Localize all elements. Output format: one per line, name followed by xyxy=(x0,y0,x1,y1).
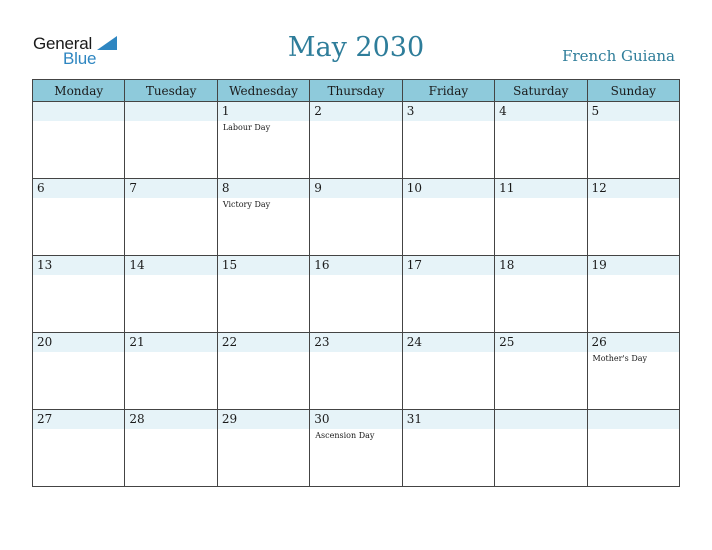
holiday-label: Mother's Day xyxy=(592,354,648,363)
day-number-strip xyxy=(125,179,216,198)
day-number: 22 xyxy=(221,335,238,349)
day-cell xyxy=(495,256,587,333)
day-number: 25 xyxy=(499,335,515,349)
day-number-strip xyxy=(310,256,401,275)
day-number-strip xyxy=(310,102,401,121)
day-number-strip xyxy=(33,256,124,275)
day-number-strip xyxy=(218,410,309,429)
day-cell xyxy=(402,179,494,256)
day-number-strip xyxy=(495,333,586,352)
day-cell xyxy=(587,256,679,333)
day-number-strip xyxy=(33,102,124,121)
day-number-strip xyxy=(495,410,586,429)
day-cell xyxy=(402,102,494,179)
day-number-strip xyxy=(495,256,586,275)
day-number: 11 xyxy=(499,181,515,195)
day-number xyxy=(588,410,679,412)
day-cell xyxy=(310,333,402,410)
day-number: 14 xyxy=(129,258,145,272)
day-number: 31 xyxy=(406,412,422,426)
day-cell xyxy=(587,102,679,179)
day-number: 12 xyxy=(591,181,607,195)
day-number: 17 xyxy=(406,258,422,272)
day-number-strip xyxy=(403,256,494,275)
day-number-strip xyxy=(403,179,494,198)
holiday-label: Victory Day xyxy=(222,200,271,209)
day-number: 26 xyxy=(591,335,607,349)
day-cell xyxy=(310,102,402,179)
day-number-strip xyxy=(403,333,494,352)
day-cell xyxy=(402,410,494,487)
day-cell xyxy=(495,102,587,179)
day-number: 4 xyxy=(499,104,507,118)
day-number: 7 xyxy=(129,181,138,195)
day-cell xyxy=(33,102,125,179)
day-number: 20 xyxy=(37,335,53,349)
day-number-strip xyxy=(125,333,216,352)
weekday-friday: Friday xyxy=(402,80,494,102)
day-number: 1 xyxy=(221,104,230,118)
holiday-label: Ascension Day xyxy=(315,431,375,440)
day-number-strip xyxy=(218,179,309,198)
day-cell xyxy=(125,256,217,333)
week-row xyxy=(33,256,680,333)
weekday-saturday: Saturday xyxy=(495,80,587,102)
day-number: 3 xyxy=(406,104,415,118)
weekday-sunday: Sunday xyxy=(587,80,679,102)
day-cell xyxy=(33,410,125,487)
day-number: 5 xyxy=(591,104,600,118)
weekday-wednesday: Wednesday xyxy=(217,80,309,102)
day-cell xyxy=(217,256,309,333)
day-number xyxy=(33,102,124,104)
day-number-strip xyxy=(33,179,124,198)
day-number: 24 xyxy=(406,335,422,349)
day-number-strip xyxy=(125,410,216,429)
day-number: 16 xyxy=(314,258,330,272)
weekday-header-row xyxy=(33,80,680,102)
day-number-strip xyxy=(588,333,679,352)
day-number-strip xyxy=(125,256,216,275)
day-number-strip xyxy=(588,410,679,429)
day-number-strip xyxy=(588,102,679,121)
day-number: 9 xyxy=(314,181,322,195)
day-cell xyxy=(217,333,309,410)
day-number-strip xyxy=(218,102,309,121)
day-number-strip xyxy=(218,256,309,275)
day-cell xyxy=(217,410,309,487)
day-cell xyxy=(495,410,587,487)
day-number: 28 xyxy=(129,412,145,426)
week-row xyxy=(33,102,680,179)
day-number: 23 xyxy=(314,335,330,349)
day-number-strip xyxy=(588,256,679,275)
day-cell xyxy=(310,410,402,487)
day-number xyxy=(495,410,586,412)
day-number-strip xyxy=(310,333,401,352)
logo-general-text: General xyxy=(33,34,93,53)
day-number: 10 xyxy=(406,181,422,195)
day-number-strip xyxy=(310,410,401,429)
day-number: 29 xyxy=(221,412,238,426)
day-cell xyxy=(402,333,494,410)
day-cell xyxy=(587,333,679,410)
day-number: 2 xyxy=(314,104,322,118)
day-number: 19 xyxy=(591,258,607,272)
day-cell xyxy=(587,410,679,487)
day-number-strip xyxy=(33,333,124,352)
day-number: 27 xyxy=(37,412,53,426)
day-cell xyxy=(402,256,494,333)
day-cell xyxy=(217,179,309,256)
day-number-strip xyxy=(218,333,309,352)
day-cell xyxy=(33,256,125,333)
day-number-strip xyxy=(310,179,401,198)
day-cell xyxy=(310,179,402,256)
holiday-label: Labour Day xyxy=(222,123,271,132)
day-cell xyxy=(217,102,309,179)
day-cell xyxy=(125,410,217,487)
weekday-monday: Monday xyxy=(33,80,125,102)
weekday-tuesday: Tuesday xyxy=(125,80,217,102)
day-number-strip xyxy=(125,102,216,121)
region-label: French Guiana xyxy=(562,47,675,65)
day-number xyxy=(125,102,216,104)
logo-blue-text: Blue xyxy=(63,49,97,68)
calendar-grid xyxy=(32,79,680,487)
week-row xyxy=(33,179,680,256)
day-cell xyxy=(587,179,679,256)
day-number: 8 xyxy=(221,181,230,195)
day-number-strip xyxy=(588,179,679,198)
day-number: 13 xyxy=(37,258,53,272)
day-number: 6 xyxy=(37,181,45,195)
day-number-strip xyxy=(403,102,494,121)
day-cell xyxy=(125,333,217,410)
day-cell xyxy=(125,102,217,179)
day-cell xyxy=(125,179,217,256)
day-cell xyxy=(33,333,125,410)
calendar-title: May 2030 xyxy=(287,32,425,63)
day-number: 18 xyxy=(499,258,515,272)
day-number-strip xyxy=(403,410,494,429)
day-number: 21 xyxy=(129,335,145,349)
day-number-strip xyxy=(495,102,586,121)
day-number-strip xyxy=(33,410,124,429)
day-number: 30 xyxy=(314,412,330,426)
week-row xyxy=(33,333,680,410)
weekday-thursday: Thursday xyxy=(310,80,402,102)
day-number-strip xyxy=(495,179,586,198)
day-cell xyxy=(495,333,587,410)
day-cell xyxy=(33,179,125,256)
day-cell xyxy=(495,179,587,256)
day-cell xyxy=(310,256,402,333)
week-row xyxy=(33,410,680,487)
day-number: 15 xyxy=(221,258,238,272)
